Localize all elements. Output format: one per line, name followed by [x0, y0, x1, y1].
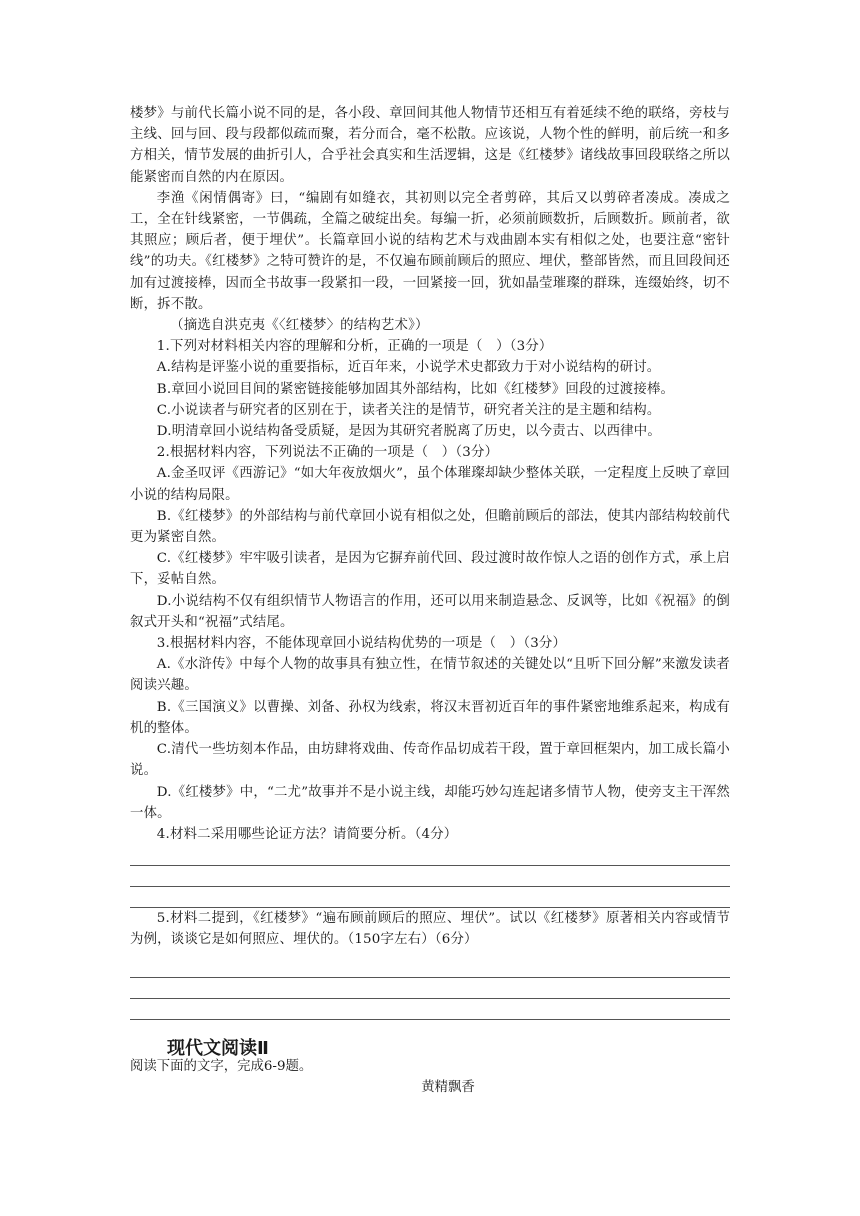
question-4-answer-lines: [130, 845, 730, 908]
question-4-stem: 4.材料二采用哪些论证方法？请简要分析。（4分）: [156, 826, 458, 842]
answer-line: [130, 845, 730, 866]
question-5-answer-lines: [130, 951, 730, 1020]
section-heading: 现代文阅读Ⅱ: [167, 1038, 269, 1059]
section-instruction: 阅读下面的文字，完成6-9题。: [130, 1059, 313, 1074]
question-2-stem: 2.根据材料内容，下列说法不正确的一项是（ ）（3分）: [156, 445, 499, 461]
answer-line: [130, 999, 730, 1020]
reading-body: [130, 103, 730, 1020]
question-2-option-a: A.金圣叹评《西游记》“如大年夜放烟火”，虽个体璀璨却缺少整体关联，一定程度上反映了章回小说的结构局限。: [130, 466, 730, 503]
question-2-option-b: B.《红楼梦》的外部结构与前代章回小说有相似之处，但瞻前顾后的部法，使其内部结构较前代更为紧密自然。: [130, 508, 730, 546]
answer-line: [130, 866, 730, 887]
question-3-option-c: C.清代一些坊刻本作品，由坊肆将戏曲、传奇作品切成若干段，置于章回框架内，加工成长篇小说。: [130, 742, 730, 779]
passage-source: （摘选自洪克夷《〈红楼梦〉的结构艺术》）: [170, 318, 429, 334]
question-3-option-b: B.《三国演义》以曹操、刘备、孙权为线索，将汉末晋初近百年的事件紧密地维系起来，构成有机的整体。: [130, 699, 730, 736]
question-3-option-a: A.《水浒传》中每个人物的故事具有独立性，在情节叙述的关键处以“且听下回分解”来激发读者阅读兴趣。: [130, 657, 730, 694]
question-1-option-b: B.章回小说回目间的紧密链接能够加固其外部结构，比如《红楼梦》回段的过渡接棒。: [156, 381, 675, 397]
answer-line: [130, 978, 730, 999]
passage-paragraph-1: 楼梦》与前代长篇小说不同的是，各小段、章回间其他人物情节还相互有着延续不绝的联络，旁枝与主线、回与回、段与段都似疏而聚，若分而合，毫不松散。应该说，人物个性的鲜明，前后统一和多方相关，情节发展的曲折引人，合乎社会真实和生活逻辑，这是《红楼梦》诸线故事回段联络之所以能紧密而自然的内在原因。: [130, 106, 730, 185]
question-3-option-d: D.《红楼梦》中，“二尤”故事并不是小说主线，却能巧妙勾连起诸多情节人物，使旁支主干浑然一体。: [130, 784, 730, 821]
question-1-option-a: A.结构是评鉴小说的重要指标，近百年来，小说学术史都致力于对小说结构的研讨。: [156, 360, 661, 376]
passage-paragraph-2: 李渔《闲情偶寄》曰，“编剧有如缝衣，其初则以完全者剪碎，其后又以剪碎者凑成。凑成之工，全在针线紧密，一节偶疏，全篇之破绽出矣。每编一折，必须前顾数折，后顾数折。顾前者，欲其照应；顾后者，便于埋伏”。长篇章回小说的结构艺术与戏曲剧本实有相似之处，也要注意“密针线”的功夫。《红楼梦》之特可赞许的是，不仅遍布顾前顾后的照应、埋伏，整部皆然，而且回段间还加有过渡接棒，因而全书故事一段紧扣一段，一回紧接一回，犹如晶莹璀璨的群珠，连缀始终，切不断，拆不散。: [130, 190, 730, 312]
article-title: 黄精飘香: [421, 1080, 475, 1095]
question-1-option-c: C.小说读者与研究者的区别在于，读者关注的是情节，研究者关注的是主题和结构。: [156, 402, 661, 418]
question-2-option-d: D.小说结构不仅有组织情节人物语言的作用，还可以用来制造悬念、反讽等，比如《祝福》的倒叙式开头和“祝福”式结尾。: [130, 593, 730, 630]
question-1-stem: 1.下列对材料相关内容的理解和分析，正确的一项是（ ）（3分）: [156, 339, 553, 355]
answer-line: [130, 951, 730, 978]
question-2-option-c: C.《红楼梦》牢牢吸引读者，是因为它摒弃前代回、段过渡时故作惊人之语的创作方式，承上启下，妥帖自然。: [130, 551, 730, 588]
question-5-stem: 5.材料二提到，《红楼梦》“遍布顾前顾后的照应、埋伏”。试以《红楼梦》原著相关内容或情节为例，谈谈它是如何照应、埋伏的。（150字左右）（6分）: [130, 911, 730, 948]
question-1-option-d: D.明清章回小说结构备受质疑，是因为其研究者脱离了历史，以今责古、以西律中。: [156, 424, 661, 440]
answer-line: [130, 887, 730, 908]
question-3-stem: 3.根据材料内容，不能体现章回小说结构优势的一项是（ ）（3分）: [156, 636, 567, 652]
